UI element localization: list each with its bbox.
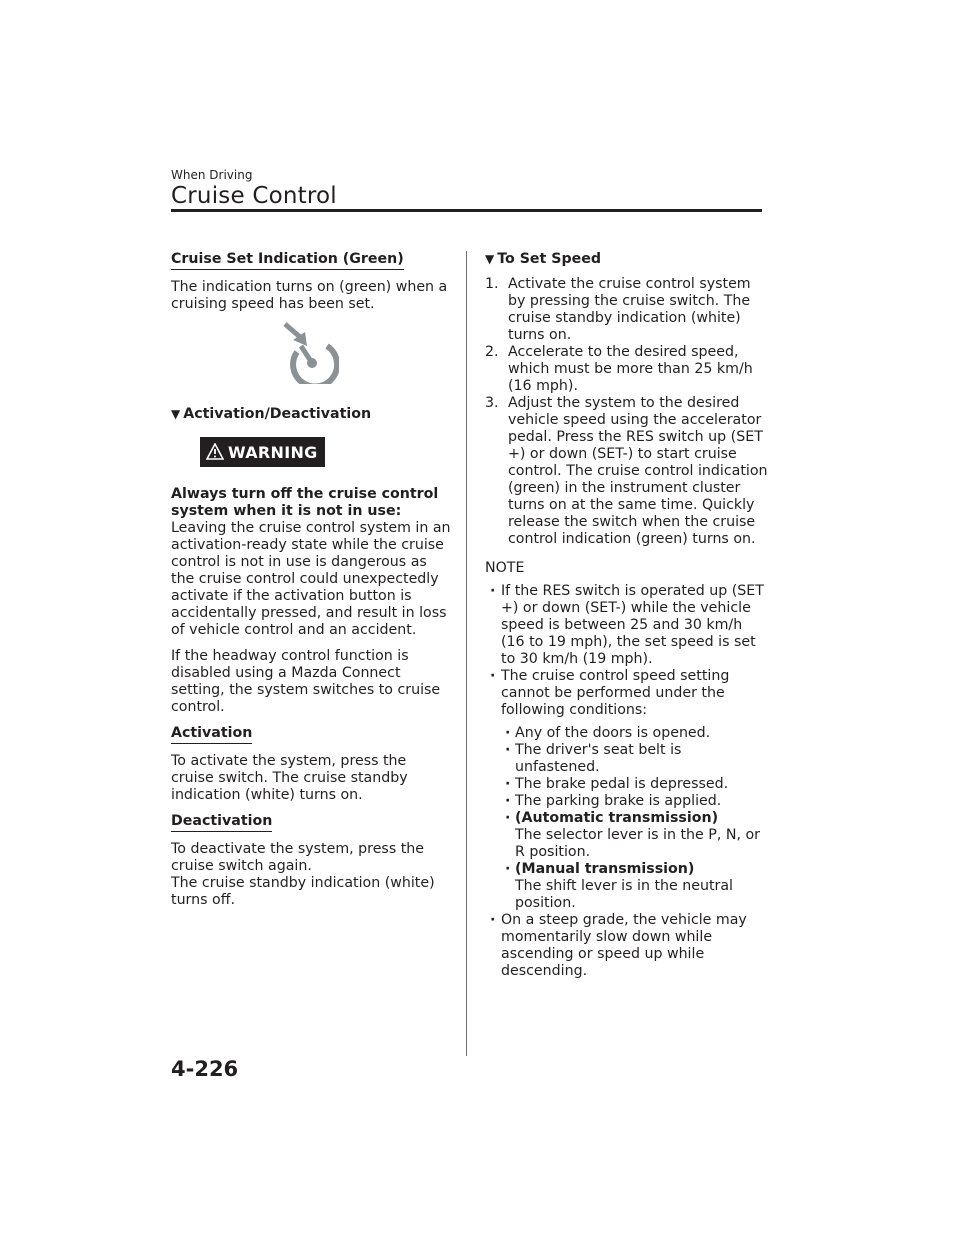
list-item: 3. Adjust the system to the desired vehicle speed using the accelerator pedal. Press the RES switch up (SET +) or down (SET-) to start cruise control. The cruise control indication (green) in the instrument cluster turns on at the same time. Quickly release the switch when the cruise control indication (green) turns on. bbox=[485, 395, 768, 547]
cruise-set-heading: Cruise Set Indication (Green) bbox=[171, 251, 404, 270]
set-speed-steps bbox=[485, 276, 770, 548]
note-list bbox=[485, 583, 770, 980]
activation-heading: Activation bbox=[171, 725, 252, 744]
page-number: 4-226 bbox=[171, 1057, 239, 1081]
page-title: Cruise Control bbox=[171, 183, 337, 209]
header-rule bbox=[171, 209, 762, 212]
activation-deactivation-heading: ▼ Activation/Deactivation bbox=[171, 406, 372, 422]
page-header bbox=[171, 168, 762, 210]
list-item: · The driver's seat belt is unfastened. bbox=[501, 742, 770, 776]
list-item: · (Automatic transmission) The selector lever is in the P, N, or R position. bbox=[501, 810, 770, 861]
note-label: NOTE bbox=[485, 560, 525, 576]
warning-text: Leaving the cruise control system in an activation-ready state while the cruise control is not in use is dangerous as the cruise control could unexpectedly activate if the activation button is accidentally pressed, and result in loss of vehicle control and an accident. bbox=[171, 520, 451, 638]
warning-body bbox=[171, 486, 451, 639]
left-column bbox=[171, 251, 451, 909]
list-item: 1. Activate the cruise control system by pressing the cruise switch. The cruise standby indication (white) turns on. bbox=[485, 276, 751, 343]
deactivation-heading: Deactivation bbox=[171, 813, 272, 832]
headway-text: If the headway control function is disabled using a Mazda Connect setting, the system switches to cruise control. bbox=[171, 648, 441, 715]
deactivation-text: To deactivate the system, press the cruise switch again. The cruise standby indication (white) turns off. bbox=[171, 841, 435, 908]
cruise-set-speedometer-icon bbox=[283, 322, 339, 384]
list-item: · If the RES switch is operated up (SET +) or down (SET-) while the vehicle speed is between 25 and 30 km/h (16 to 19 mph), the set speed is set to 30 km/h (19 mph). bbox=[485, 583, 770, 668]
list-item: 2. Accelerate to the desired speed, which must be more than 25 km/h (16 mph). bbox=[485, 344, 753, 394]
warning-badge: WARNING bbox=[200, 437, 325, 467]
triangle-down-icon: ▼ bbox=[171, 407, 181, 421]
activation-text: To activate the system, press the cruise switch. The cruise standby indication (white) turns on. bbox=[171, 753, 408, 803]
warning-triangle-icon bbox=[206, 443, 224, 460]
triangle-down-icon: ▼ bbox=[485, 252, 495, 266]
indicator-figure bbox=[171, 322, 451, 384]
list-item: · The cruise control speed setting cannot be performed under the following conditions: · Any of the doors is opened. · The driver's seat belt is unfastened. · The brake pedal is depressed. · The parking brake is applied. · (Automatic transmission) The selector lever is in the P, N, or R position. · (Manual transmission) The shift lever is in the neutral position. bbox=[485, 668, 770, 912]
list-item: · On a steep grade, the vehicle may momentarily slow down while ascending or speed up while descending. bbox=[485, 912, 770, 980]
set-speed-heading: ▼ To Set Speed bbox=[485, 251, 602, 267]
list-item: · The brake pedal is depressed. bbox=[501, 776, 770, 793]
cruise-set-text: The indication turns on (green) when a cruising speed has been set. bbox=[171, 279, 448, 312]
column-divider bbox=[466, 251, 467, 1056]
list-item: · The parking brake is applied. bbox=[501, 793, 770, 810]
list-item: · Any of the doors is opened. bbox=[501, 725, 770, 742]
right-column bbox=[485, 251, 770, 980]
warning-bold-text: Always turn off the cruise control system when it is not in use: bbox=[171, 486, 439, 519]
section-label: When Driving bbox=[171, 168, 253, 182]
list-item: · (Manual transmission) The shift lever is in the neutral position. bbox=[501, 861, 770, 912]
conditions-list bbox=[501, 725, 770, 912]
